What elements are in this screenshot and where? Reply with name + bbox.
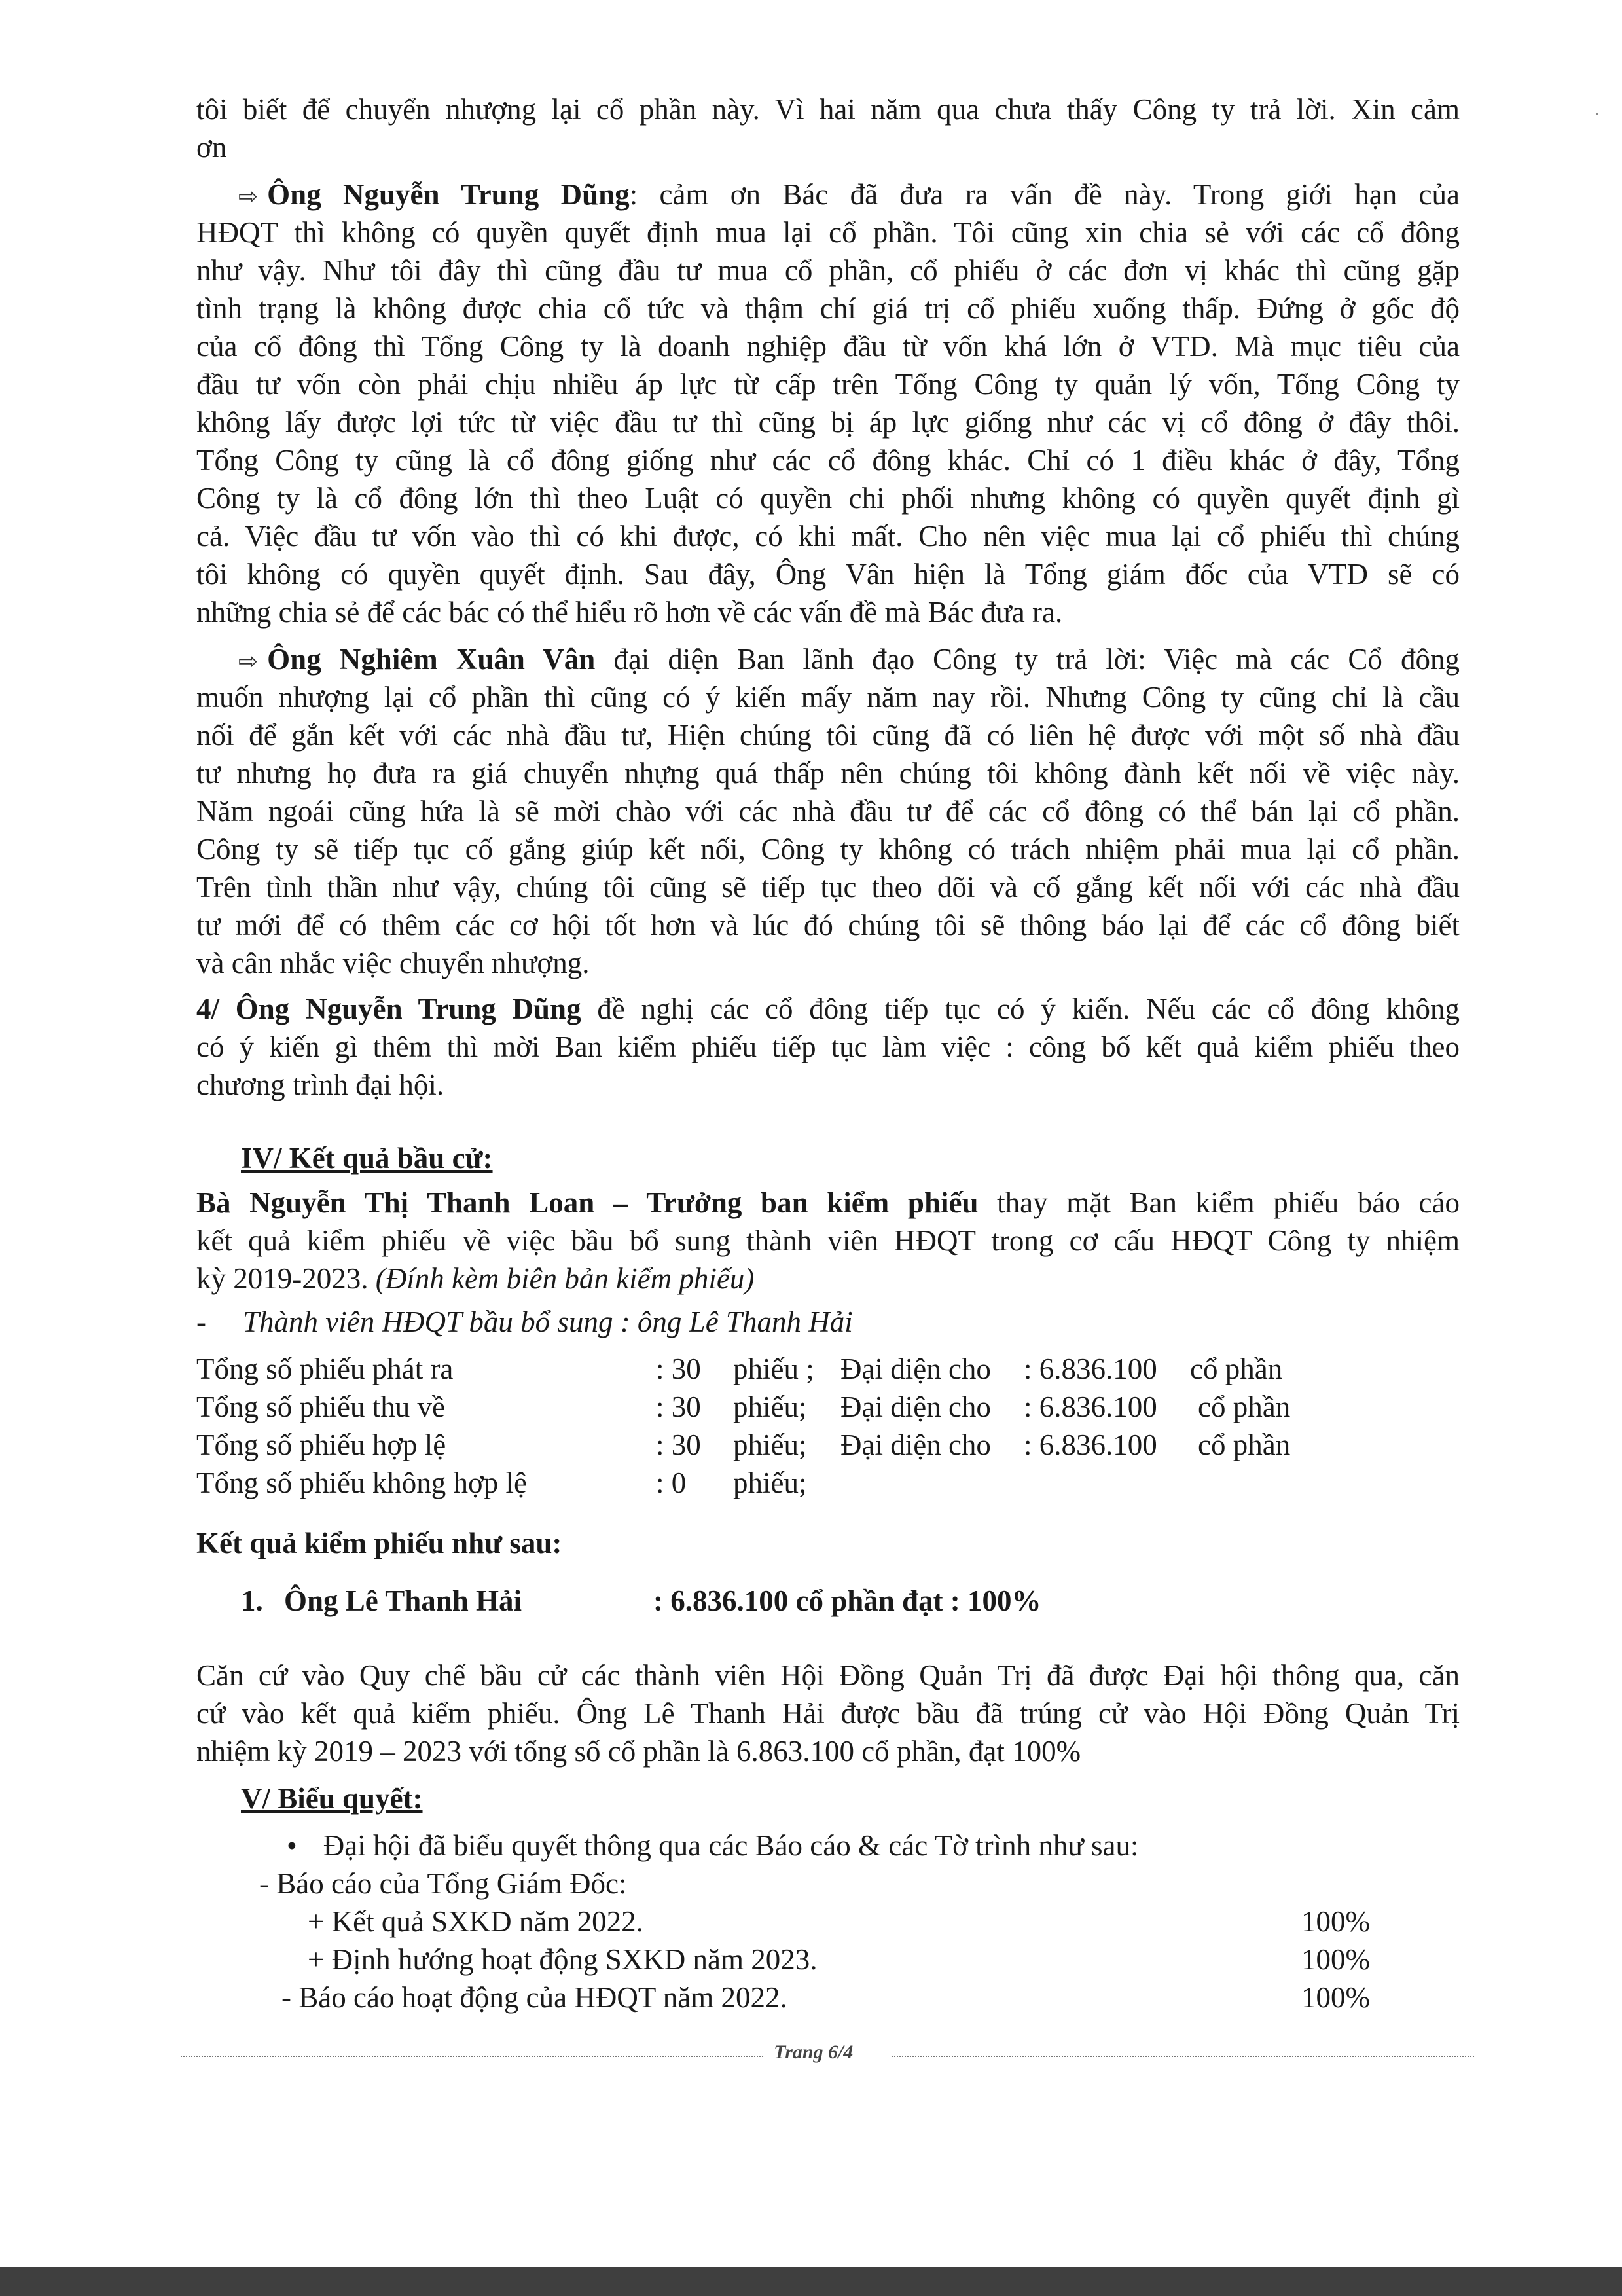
ballot-count: : 30 xyxy=(656,1391,701,1423)
paragraph-2-line-5: của cổ đông thì Tổng Công ty là doanh nghiệp đầu từ vốn khá lớn ở VTD. Mà mục tiêu của xyxy=(196,330,1460,363)
vote-item: - Báo cáo hoạt động của HĐQT năm 2022. xyxy=(281,1981,787,2014)
section-4-heading xyxy=(241,1139,1504,1177)
ballot-count: : 0 xyxy=(656,1467,687,1499)
vote-percent: 100% xyxy=(1301,1905,1370,1938)
paragraph-2-line-9: Công ty là cổ đông lớn thì theo Luật có quyền chi phối nhưng không có quyền quyết định gì xyxy=(196,482,1460,515)
ballot-shares: : 6.836.100 xyxy=(1024,1353,1157,1385)
paragraph-3-line-8: tư mới để có thêm các cơ hội tốt hơn và lúc đó chúng tôi sẽ thông báo lại để các cổ đông biết xyxy=(196,909,1460,941)
paragraph-3-line-1 xyxy=(238,640,1460,681)
paragraph-1-line-1: tôi biết để chuyển nhượng lại cổ phần này. Vì hai năm qua chưa thấy Công ty trả lời. Xin cảm xyxy=(196,93,1460,126)
paragraph-2-line-3: như vậy. Như tôi đây thì cũng đầu tư mua cổ phần, cổ phiếu ở các đơn vị khác thì cũng gặp xyxy=(196,254,1460,287)
paragraph-4-line-2: có ý kiến gì thêm thì mời Ban kiểm phiếu tiếp tục làm việc : công bố kết quả kiểm phiếu theo xyxy=(196,1030,1460,1063)
paragraph-2-line-1 xyxy=(238,175,1460,216)
ballot-rep: Đại diện cho xyxy=(840,1391,991,1423)
term-text: kỳ 2019-2023. xyxy=(196,1262,376,1295)
section-4-line-2: kết quả kiểm phiếu về việc bầu bổ sung thành viên HĐQT trong cơ cấu HĐQT Công ty nhiệm xyxy=(196,1224,1460,1257)
paragraph-3-line-5: Năm ngoái cũng hứa là sẽ mời chào với các nhà đầu tư để các cổ đông có thể bán lại cổ phần. xyxy=(196,795,1460,828)
result-name: Ông Lê Thanh Hải xyxy=(284,1584,522,1617)
paragraph-3-line-9: và cân nhắc việc chuyển nhượng. xyxy=(196,947,590,979)
speaker-name: Ông Nguyễn Trung Dũng xyxy=(267,178,630,211)
paragraph-2-line-4: tình trạng là không được chia cổ tức và thậm chí giá trị cổ phiếu xuống thấp. Đứng ở gốc độ xyxy=(196,292,1460,325)
speaker-name: Bà Nguyễn Thị Thanh Loan – Trưởng ban kiểm phiếu xyxy=(196,1186,979,1219)
paragraph-3-line-3: nối để gắn kết với các nhà đầu tư, Hiện chúng tôi cũng đã có liên hệ được với một số nhà đầu xyxy=(196,719,1460,752)
ballot-label: Tổng số phiếu hợp lệ xyxy=(196,1429,446,1461)
scan-edge-bar xyxy=(0,2267,1622,2296)
footer-rule-right xyxy=(892,2056,1474,2057)
vote-item: + Kết quả SXKD năm 2022. xyxy=(308,1905,643,1938)
paragraph-2-line-10: cả. Việc đầu tư vốn vào thì có khi được, có khi mất. Cho nên việc mua lại cổ phiếu thì chúng xyxy=(196,520,1460,553)
ballot-count: : 30 xyxy=(656,1353,701,1385)
paragraph-2-line-2: HĐQT thì không có quyền quyết định mua lại cổ phần. Tôi cũng xin chia sẻ với các cổ đông xyxy=(196,216,1460,249)
paragraph-3-line-6: Công ty sẽ tiếp tục cố gắng giúp kết nối, Công ty không có trách nhiệm phải mua lại cổ phần. xyxy=(196,833,1460,866)
vote-bullet-line xyxy=(287,1827,1550,1865)
paragraph-2-line-8: Tổng Công ty cũng là cổ đông giống như các cổ đông khác. Chỉ có 1 điều khác ở đây, Tổng xyxy=(196,444,1460,477)
ballot-share-unit: cổ phần xyxy=(1198,1391,1291,1423)
ballot-shares: : 6.836.100 xyxy=(1024,1391,1157,1423)
vote-percent: 100% xyxy=(1301,1981,1370,2014)
speaker-name: Ông Nghiêm Xuân Vân xyxy=(267,643,596,676)
ballot-unit: phiếu; xyxy=(733,1467,807,1499)
page-number: Trang 6/4 xyxy=(774,2041,854,2063)
paragraph-2-line-12: những chia sẻ để các bác có thể hiểu rõ hơn về các vấn đề mà Bác đưa ra. xyxy=(196,596,1063,629)
member-line xyxy=(196,1303,1460,1341)
results-heading xyxy=(196,1524,1460,1562)
vote-item: + Định hướng hoạt động SXKD năm 2023. xyxy=(308,1943,818,1976)
conclusion-line-1: Căn cứ vào Quy chế bầu cử các thành viên Hội Đồng Quản Trị đã được Đại hội thông qua, căn xyxy=(196,1659,1460,1692)
section-4-line-1 xyxy=(196,1184,1460,1222)
vote-row xyxy=(308,1903,1376,1941)
ballot-unit: phiếu; xyxy=(733,1391,807,1423)
conclusion-line-3: nhiệm kỳ 2019 – 2023 với tổng số cổ phần là 6.863.100 cổ phần, đạt 100% xyxy=(196,1735,1081,1768)
paragraph-4-line-1 xyxy=(196,990,1460,1028)
paragraph-1-line-2: ơn xyxy=(196,131,227,164)
ballot-share-unit: cổ phần xyxy=(1198,1429,1291,1461)
ballot-label: Tổng số phiếu thu về xyxy=(196,1391,445,1423)
vote-row xyxy=(308,1941,1376,1978)
conclusion-line-2: cứ vào kết quả kiểm phiếu. Ông Lê Thanh Hải được bầu đã trúng cử vào Hội Đồng Quản Trị xyxy=(196,1697,1460,1730)
dash-bullet: - xyxy=(196,1305,206,1338)
paragraph-3-line-4: tư nhưng họ đưa ra giá chuyển nhựng quá thấp nên chúng tôi không đành kết nối về việc này. xyxy=(196,757,1460,790)
paragraph-text: thay mặt Ban kiểm phiếu báo cáo xyxy=(978,1186,1460,1219)
results-heading-text: Kết quả kiểm phiếu như sau: xyxy=(196,1527,562,1559)
speaker-name: 4/ Ông Nguyễn Trung Dũng xyxy=(196,993,581,1025)
bullet-text: Đại hội đã biểu quyết thông qua các Báo cáo & các Tờ trình như sau: xyxy=(323,1829,1139,1862)
paragraph-3-line-2: muốn nhượng lại cổ phần thì cũng có ý kiến mấy năm nay rồi. Nhưng Công ty cũng chỉ là cầu xyxy=(196,681,1460,714)
paragraph-text: đề nghị các cổ đông tiếp tục có ý kiến. Nếu các cổ đông không xyxy=(581,993,1460,1025)
ballot-unit: phiếu ; xyxy=(733,1353,814,1385)
vote-percent: 100% xyxy=(1301,1943,1370,1976)
attachment-note: (Đính kèm biên bản kiểm phiếu) xyxy=(375,1262,755,1295)
arrow-right-icon: ⇨ xyxy=(238,648,259,675)
ballot-shares: : 6.836.100 xyxy=(1024,1429,1157,1461)
ballot-label: Tổng số phiếu phát ra xyxy=(196,1353,454,1385)
paragraph-2-line-6: đầu tư vốn còn phải chịu nhiều áp lực từ cấp trên Tổng Công ty quản lý vốn, Tổng Công ty xyxy=(196,368,1460,401)
scan-speck: · xyxy=(1595,106,1600,123)
paragraph-4-line-3: chương trình đại hội. xyxy=(196,1068,444,1101)
member-text: Thành viên HĐQT bầu bổ sung : ông Lê Thanh Hải xyxy=(243,1305,853,1338)
bullet-icon: • xyxy=(287,1829,297,1862)
footer-rule-left xyxy=(181,2056,763,2057)
ballot-label: Tổng số phiếu không hợp lệ xyxy=(196,1467,527,1499)
section-5-heading-text: V/ Biểu quyết: xyxy=(241,1782,423,1815)
result-value: : 6.836.100 cổ phần đạt : 100% xyxy=(653,1584,1041,1617)
arrow-right-icon: ⇨ xyxy=(238,183,259,210)
paragraph-text: : cảm ơn Bác đã đưa ra vấn đề này. Trong giới hạn của xyxy=(629,178,1460,211)
section-5-heading xyxy=(241,1779,1504,1817)
vote-row xyxy=(281,1978,1376,2016)
ballot-count: : 30 xyxy=(656,1429,701,1461)
paragraph-2-line-7: không lấy được lợi tức từ việc đầu tư thì cũng bị áp lực giống như các vị cổ đông ở đây thôi. xyxy=(196,406,1460,439)
ballot-rep: Đại diện cho xyxy=(840,1353,991,1385)
ballot-rep: Đại diện cho xyxy=(840,1429,991,1461)
paragraph-2-line-11: tôi không có quyền quyết định. Sau đây, Ông Vân hiện là Tổng giám đốc của VTD sẽ có xyxy=(196,558,1460,591)
report-1: - Báo cáo của Tổng Giám Đốc: xyxy=(259,1867,627,1900)
paragraph-3-line-7: Trên tình thần như vậy, chúng tôi cũng sẽ tiếp tục theo dõi và cố gắng kết nối với các nhà đầu xyxy=(196,871,1460,903)
section-4-line-3 xyxy=(196,1260,1460,1298)
paragraph-text: đại diện Ban lãnh đạo Công ty trả lời: Việc mà các Cổ đông xyxy=(595,643,1460,676)
ballot-unit: phiếu; xyxy=(733,1429,807,1461)
section-4-heading-text: IV/ Kết quả bầu cử: xyxy=(241,1142,493,1175)
result-number: 1. xyxy=(241,1584,263,1617)
ballot-share-unit: cổ phần xyxy=(1190,1353,1283,1385)
